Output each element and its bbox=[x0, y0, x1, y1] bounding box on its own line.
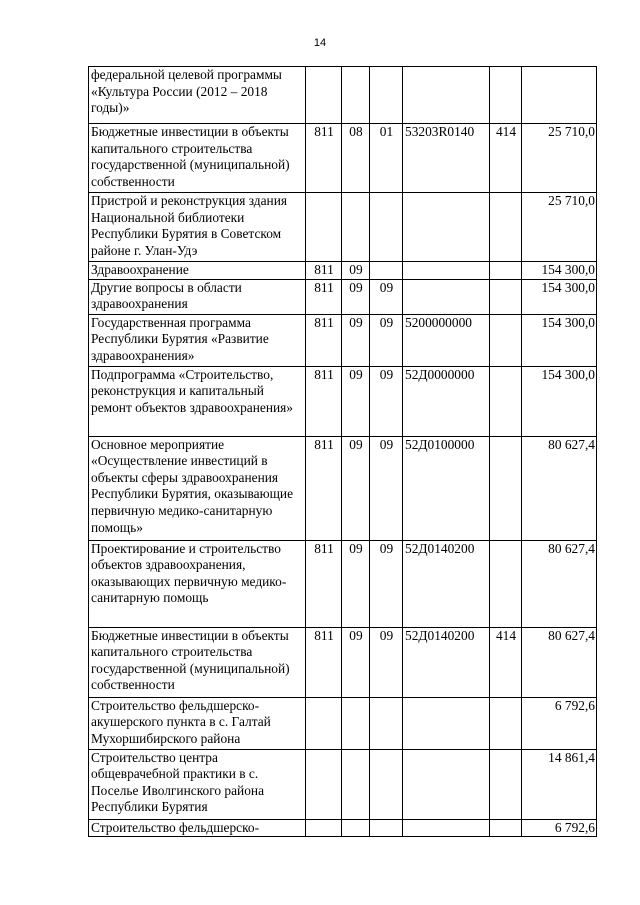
amount: 154 300,0 bbox=[522, 366, 597, 436]
subsection-code: 09 bbox=[370, 436, 403, 540]
subsection-code bbox=[370, 697, 403, 749]
admin-code: 811 bbox=[306, 262, 342, 280]
admin-code: 811 bbox=[306, 314, 342, 366]
table-row bbox=[89, 366, 597, 436]
target-code bbox=[403, 819, 490, 837]
admin-code: 811 bbox=[306, 540, 342, 627]
expense-type-code bbox=[490, 819, 522, 837]
target-code: 53203R0140 bbox=[403, 124, 490, 193]
item-name: Строительство фельдшерско- bbox=[89, 819, 306, 837]
table-row bbox=[89, 627, 597, 697]
admin-code: 811 bbox=[306, 279, 342, 314]
item-name: Бюджетные инвестиции в объекты капитального строительства государственной (муниципальной) собственности bbox=[89, 627, 306, 697]
expense-type-code bbox=[490, 314, 522, 366]
amount: 6 792,6 bbox=[522, 819, 597, 837]
table-row bbox=[89, 262, 597, 280]
subsection-code bbox=[370, 819, 403, 837]
section-code: 09 bbox=[342, 436, 370, 540]
subsection-code bbox=[370, 193, 403, 262]
admin-code: 811 bbox=[306, 124, 342, 193]
amount: 80 627,4 bbox=[522, 436, 597, 540]
amount: 154 300,0 bbox=[522, 262, 597, 280]
expense-type-code bbox=[490, 262, 522, 280]
subsection-code bbox=[370, 262, 403, 280]
table-row bbox=[89, 749, 597, 819]
item-name: Другие вопросы в области здравоохранения bbox=[89, 279, 306, 314]
item-name: федеральной целевой программы «Культура России (2012 – 2018 годы)» bbox=[89, 67, 306, 124]
section-code bbox=[342, 67, 370, 124]
section-code: 09 bbox=[342, 314, 370, 366]
item-name: Подпрограмма «Строительство, реконструкция и капитальный ремонт объектов здравоохранения» bbox=[89, 366, 306, 436]
admin-code: 811 bbox=[306, 366, 342, 436]
item-name: Проектирование и строительство объектов здравоохранения, оказывающих первичную медико-санитарную помощь bbox=[89, 540, 306, 627]
section-code: 09 bbox=[342, 627, 370, 697]
target-code: 52Д0000000 bbox=[403, 366, 490, 436]
amount: 154 300,0 bbox=[522, 314, 597, 366]
budget-table-body bbox=[89, 67, 597, 837]
expense-type-code: 414 bbox=[490, 627, 522, 697]
item-name: Здравоохранение bbox=[89, 262, 306, 280]
subsection-code: 09 bbox=[370, 279, 403, 314]
section-code: 09 bbox=[342, 366, 370, 436]
expense-type-code bbox=[490, 193, 522, 262]
admin-code: 811 bbox=[306, 436, 342, 540]
expense-type-code bbox=[490, 67, 522, 124]
target-code: 52Д0140200 bbox=[403, 627, 490, 697]
section-code: 09 bbox=[342, 262, 370, 280]
amount: 14 861,4 bbox=[522, 749, 597, 819]
subsection-code: 01 bbox=[370, 124, 403, 193]
target-code bbox=[403, 697, 490, 749]
expense-type-code bbox=[490, 697, 522, 749]
table-row bbox=[89, 697, 597, 749]
admin-code: 811 bbox=[306, 627, 342, 697]
section-code bbox=[342, 749, 370, 819]
admin-code bbox=[306, 193, 342, 262]
target-code bbox=[403, 279, 490, 314]
subsection-code: 09 bbox=[370, 540, 403, 627]
table-row bbox=[89, 67, 597, 124]
target-code bbox=[403, 749, 490, 819]
budget-table bbox=[88, 66, 597, 837]
expense-type-code: 414 bbox=[490, 124, 522, 193]
expense-type-code bbox=[490, 366, 522, 436]
target-code: 5200000000 bbox=[403, 314, 490, 366]
target-code: 52Д0140200 bbox=[403, 540, 490, 627]
expense-type-code bbox=[490, 540, 522, 627]
table-row bbox=[89, 193, 597, 262]
amount: 6 792,6 bbox=[522, 697, 597, 749]
item-name: Государственная программа Республики Бурятия «Развитие здравоохранения» bbox=[89, 314, 306, 366]
subsection-code bbox=[370, 67, 403, 124]
subsection-code: 09 bbox=[370, 314, 403, 366]
amount: 80 627,4 bbox=[522, 627, 597, 697]
expense-type-code bbox=[490, 436, 522, 540]
section-code: 08 bbox=[342, 124, 370, 193]
table-row bbox=[89, 279, 597, 314]
admin-code bbox=[306, 749, 342, 819]
expense-type-code bbox=[490, 749, 522, 819]
item-name: Основное мероприятие «Осуществление инвестиций в объекты сферы здравоохранения Республики Бурятия, оказывающие первичную медико-санитарную помощь» bbox=[89, 436, 306, 540]
section-code bbox=[342, 193, 370, 262]
subsection-code: 09 bbox=[370, 366, 403, 436]
amount: 80 627,4 bbox=[522, 540, 597, 627]
table-row bbox=[89, 124, 597, 193]
table-row bbox=[89, 314, 597, 366]
section-code: 09 bbox=[342, 540, 370, 627]
section-code bbox=[342, 697, 370, 749]
table-row bbox=[89, 436, 597, 540]
table-row bbox=[89, 540, 597, 627]
section-code: 09 bbox=[342, 279, 370, 314]
admin-code bbox=[306, 67, 342, 124]
admin-code bbox=[306, 819, 342, 837]
section-code bbox=[342, 819, 370, 837]
admin-code bbox=[306, 697, 342, 749]
target-code bbox=[403, 193, 490, 262]
target-code bbox=[403, 262, 490, 280]
subsection-code bbox=[370, 749, 403, 819]
subsection-code: 09 bbox=[370, 627, 403, 697]
item-name: Строительство центра общеврачебной практики в с. Поселье Иволгинского района Республики Бурятия bbox=[89, 749, 306, 819]
amount: 25 710,0 bbox=[522, 124, 597, 193]
target-code bbox=[403, 67, 490, 124]
page-number: 14 bbox=[313, 37, 327, 49]
expense-type-code bbox=[490, 279, 522, 314]
item-name: Бюджетные инвестиции в объекты капитального строительства государственной (муниципальной) собственности bbox=[89, 124, 306, 193]
amount bbox=[522, 67, 597, 124]
amount: 154 300,0 bbox=[522, 279, 597, 314]
target-code: 52Д0100000 bbox=[403, 436, 490, 540]
amount: 25 710,0 bbox=[522, 193, 597, 262]
item-name: Строительство фельдшерско-акушерского пункта в с. Галтай Мухоршибирского района bbox=[89, 697, 306, 749]
item-name: Пристрой и реконструкция здания Национальной библиотеки Республики Бурятия в Советском районе г. Улан-Удэ bbox=[89, 193, 306, 262]
table-row bbox=[89, 819, 597, 837]
